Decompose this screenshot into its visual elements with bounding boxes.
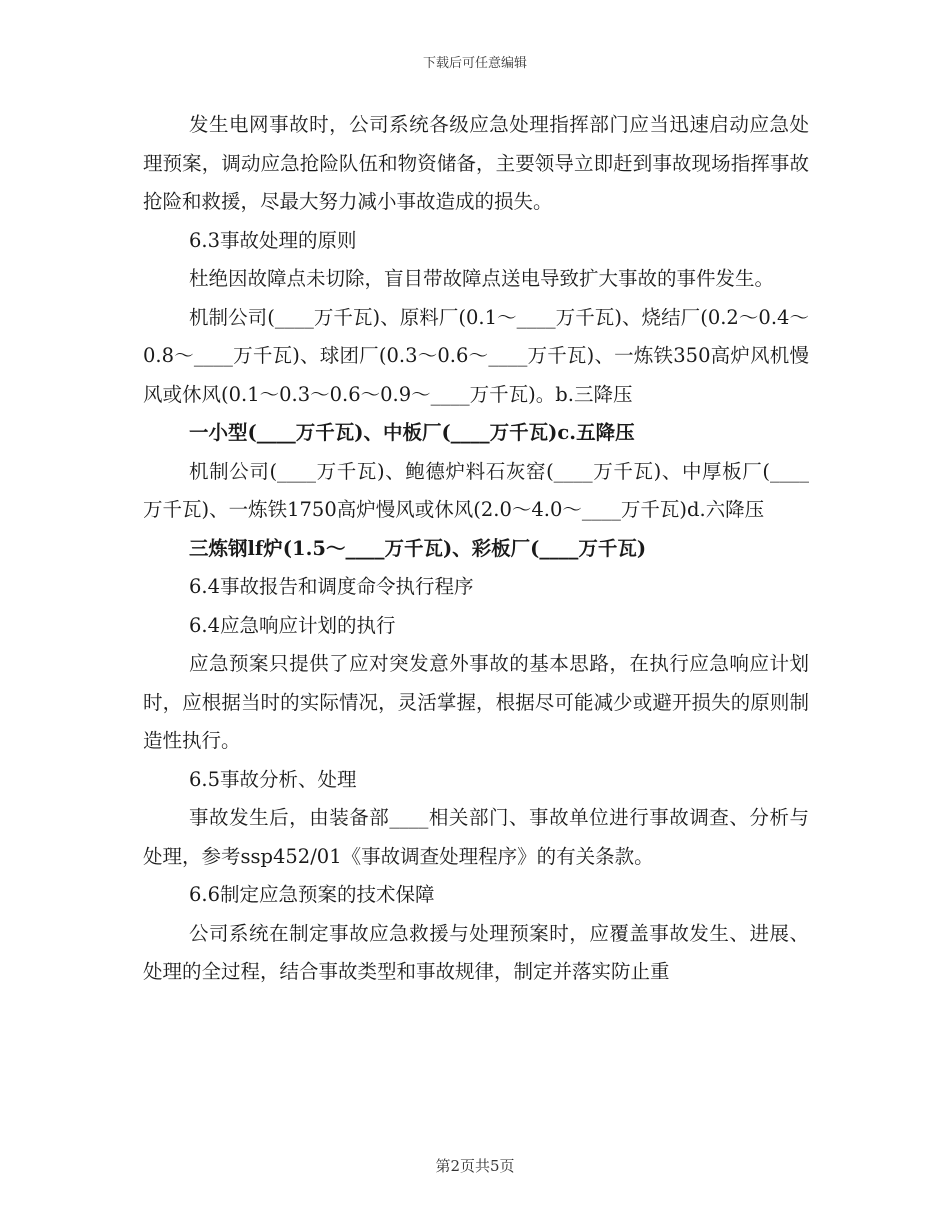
paragraph-load-list-1: 机制公司(____万千瓦)、原料厂(0.1～____万千瓦)、烧结厂(0.2～0.4～0.8～____万千瓦)、球团厂(0.3～0.6～____万千瓦)、一炼铁350高炉风机慢风或休风(0.1～0.3～0.6～0.9～____万千瓦)。b.三降压 — [143, 305, 809, 406]
section-heading-6-6: 6.6制定应急预案的技术保障 — [189, 883, 435, 906]
paragraph-plan-execution: 应急预案只提供了应对突发意外事故的基本思路，在执行应急响应计划时，应根据当时的实际情况，灵活掌握，根据尽可能减少或避开损失的原则制造性执行。 — [143, 652, 809, 752]
document-body — [143, 106, 809, 992]
section-heading-6-4-plan: 6.4应急响应计划的执行 — [189, 613, 396, 637]
paragraph-analysis: 事故发生后，由装备部____相关部门、事故单位进行事故调查、分析与处理，参考ssp452/01《事故调查处理程序》的有关条款。 — [143, 806, 809, 868]
paragraph-load-list-2: 一小型(____万千瓦)、中板厂(____万千瓦)c.五降压 — [189, 421, 635, 444]
section-heading-6-4-report: 6.4事故报告和调度命令执行程序 — [189, 575, 474, 598]
section-heading-6-3: 6.3事故处理的原则 — [189, 228, 357, 252]
paragraph-principle: 杜绝因故障点未切除，盲目带故障点送电导致扩大事故的事件发生。 — [189, 267, 775, 290]
page-header: 下载后可任意编辑 — [422, 56, 527, 71]
section-heading-6-5: 6.5事故分析、处理 — [189, 767, 357, 791]
page-footer: 第2页共5页 — [435, 1157, 515, 1175]
paragraph-technical-support: 公司系统在制定事故应急救援与处理预案时，应覆盖事故发生、进展、处理的全过程，结合事故类型和事故规律，制定并落实防止重 — [143, 921, 809, 983]
paragraph-load-list-3: 机制公司(____万千瓦)、鲍德炉料石灰窑(____万千瓦)、中厚板厂(____万千瓦)、一炼铁1750高炉慢风或休风(2.0～4.0～____万千瓦)d.六降压 — [143, 459, 809, 521]
paragraph-load-list-4: 三炼钢lf炉(1.5～____万千瓦)、彩板厂(____万千瓦) — [189, 536, 647, 560]
paragraph-emergency-response: 发生电网事故时，公司系统各级应急处理指挥部门应当迅速启动应急处理预案，调动应急抢险队伍和物资储备，主要领导立即赶到事故现场指挥事故抢险和救援，尽最大努力减小事故造成的损失。 — [143, 113, 809, 213]
